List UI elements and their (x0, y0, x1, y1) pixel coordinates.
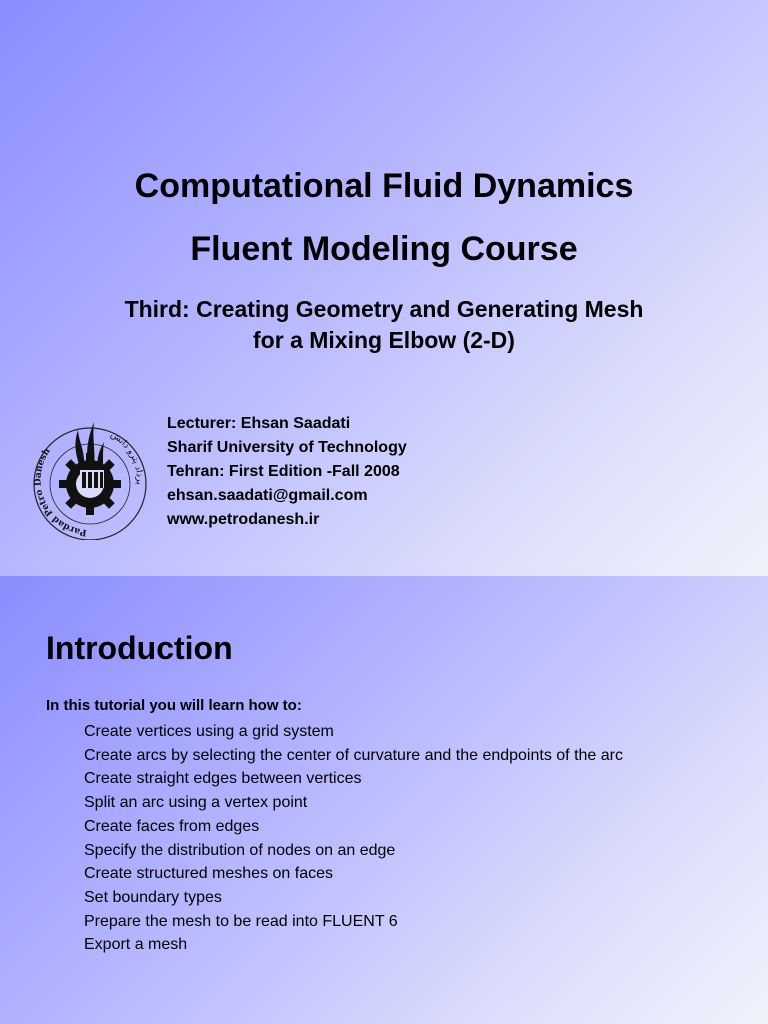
list-item: Split an arc using a vertex point (84, 794, 308, 812)
slide-subtitle (0, 294, 768, 356)
edition-info: Tehran: First Edition -Fall 2008 (167, 463, 400, 480)
subtitle-line2: for a Mixing Elbow (2-D) (253, 327, 515, 353)
list-item: Export a mesh (84, 936, 188, 954)
university-name: Sharif University of Technology (167, 439, 407, 456)
website-url: www.petrodanesh.ir (167, 511, 320, 528)
course-title-line1: Computational Fluid Dynamics (134, 167, 634, 205)
list-item: Set boundary types (84, 888, 222, 906)
petro-danesh-logo-icon (32, 408, 148, 540)
svg-text:پرداد پترو دانش (108, 430, 144, 486)
contact-email: ehsan.saadati@gmail.com (167, 487, 368, 504)
lecture-info (167, 412, 407, 532)
list-item: Create straight edges between vertices (84, 770, 362, 788)
list-item: Create structured meshes on faces (84, 865, 334, 883)
subtitle-line1: Third: Creating Geometry and Generating Mesh (124, 296, 644, 322)
lecturer-name: Lecturer: Ehsan Saadati (167, 415, 351, 432)
logo-ring-text-left: Pardad Petro Danesh (33, 446, 88, 538)
objectives-list (84, 720, 623, 957)
introduction-slide (0, 576, 768, 1024)
list-item: Create arcs by selecting the center of curvature and the endpoints of the arc (84, 746, 623, 764)
list-item: Prepare the mesh to be read into FLUENT 6 (84, 912, 398, 930)
list-item: Create vertices using a grid system (84, 723, 334, 740)
list-item: Create faces from edges (84, 817, 260, 835)
course-title-line2: Fluent Modeling Course (190, 230, 578, 268)
lead-text: In this tutorial you will learn how to: (46, 697, 302, 714)
list-item: Specify the distribution of nodes on an edge (84, 841, 396, 859)
logo-ring-text-right: پرداد پترو دانش (108, 429, 145, 486)
section-title: Introduction (46, 630, 233, 666)
